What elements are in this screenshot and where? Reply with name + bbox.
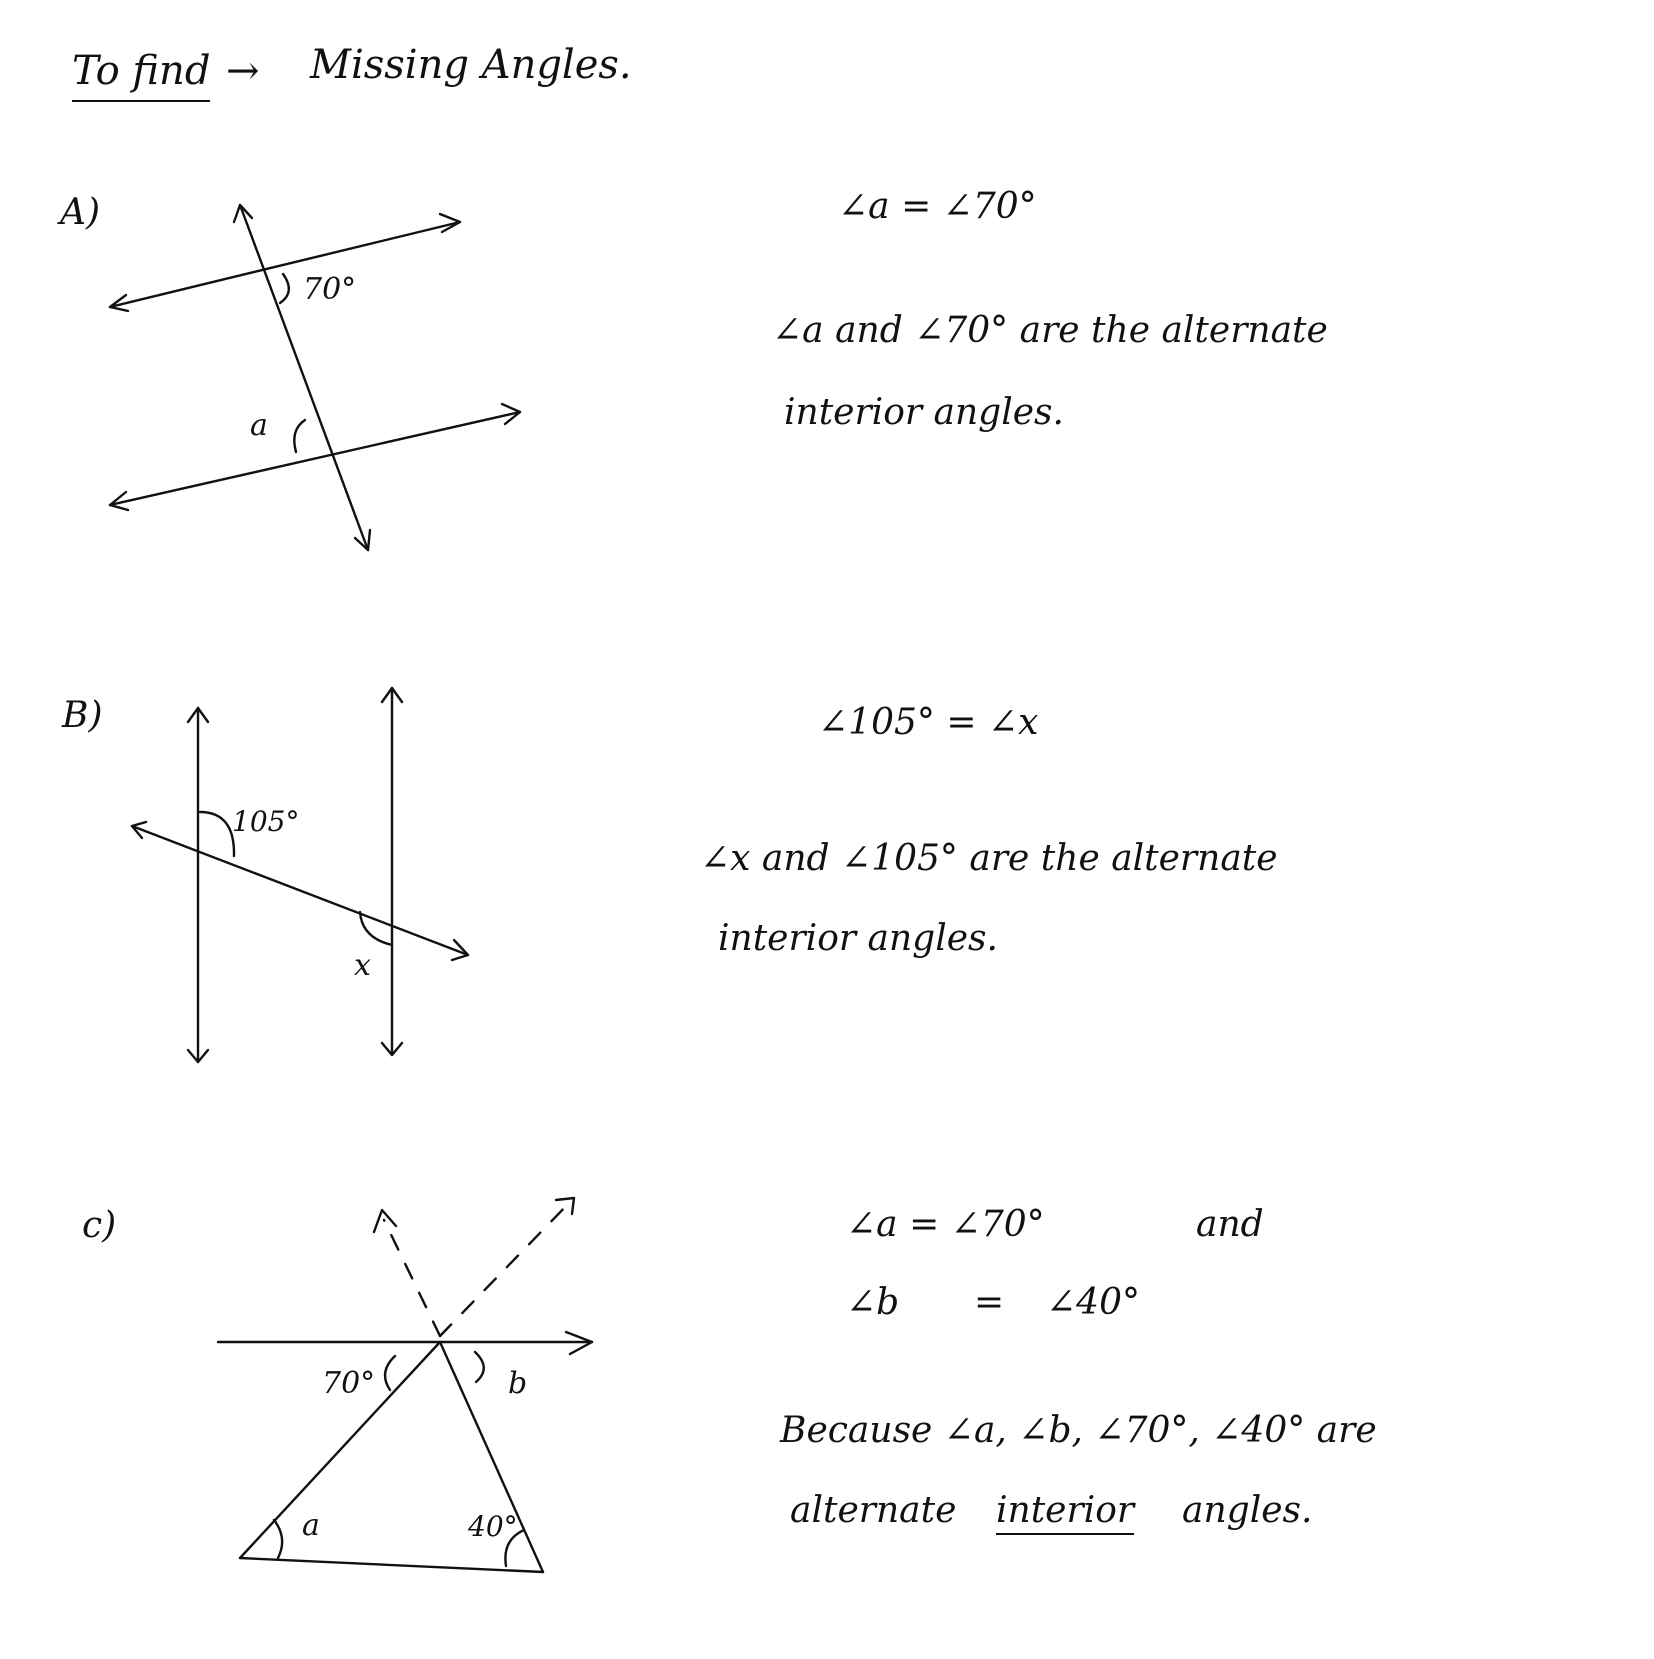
problem-a-equation: ∠a = ∠70° [838, 186, 1037, 227]
diagram-a-angle-70: 70° [303, 272, 357, 307]
problem-a-explanation-line1: ∠a and ∠70° are the alternate [772, 310, 1328, 351]
problem-a-label: A) [60, 192, 101, 233]
diagram-c-arc-a [274, 1520, 282, 1558]
problem-b-label: B) [62, 695, 103, 736]
problem-b-equation: ∠105° = ∠x [818, 702, 1039, 743]
diagram-c-arc-b [475, 1352, 484, 1382]
problem-c-explanation-line1: Because ∠a, ∠b, ∠70°, ∠40° are [780, 1410, 1377, 1451]
problem-c-equation-line1: ∠a = ∠70° [846, 1204, 1045, 1245]
to-find-label: To find [72, 48, 210, 102]
diagram-a-angle-a: a [250, 408, 268, 443]
problem-c-equation-line2-eq: = [974, 1282, 1005, 1323]
diagram-c-dashed-extension-right [440, 1200, 572, 1336]
problem-c-equation-line2-lhs: ∠b [846, 1282, 900, 1323]
diagram-c-angle-40: 40° [468, 1510, 518, 1543]
problem-b-explanation-line1: ∠x and ∠105° are the alternate [700, 838, 1278, 879]
problem-c-explanation-line2-post: angles. [1182, 1490, 1313, 1531]
arrow-glyph: → [226, 48, 260, 94]
diagram-c-base [240, 1558, 543, 1572]
diagram-c-angle-70: 70° [322, 1366, 376, 1401]
diagram-c-dashed-extension-left [384, 1220, 440, 1336]
diagram-c-arrowhead [556, 1198, 574, 1214]
diagram-b-angle-105: 105° [232, 805, 300, 838]
diagram-b-angle-x: x [354, 948, 371, 983]
problem-c-equation-and: and [1196, 1204, 1264, 1245]
page-title: Missing Angles. [310, 42, 632, 88]
problem-a-explanation-line2: interior angles. [784, 392, 1064, 433]
diagram-c-angle-b: b [508, 1366, 528, 1401]
diagram-c-angle-a: a [302, 1508, 320, 1543]
diagram-c-arc-70 [385, 1356, 395, 1390]
problem-c-equation-line2-rhs: ∠40° [1046, 1282, 1140, 1323]
problem-c-explanation-line2-mid: interior [996, 1490, 1134, 1535]
problem-c-explanation-line2-pre: alternate [790, 1490, 957, 1531]
problem-b-explanation-line2: interior angles. [718, 918, 998, 959]
problem-c-label: c) [82, 1205, 117, 1246]
